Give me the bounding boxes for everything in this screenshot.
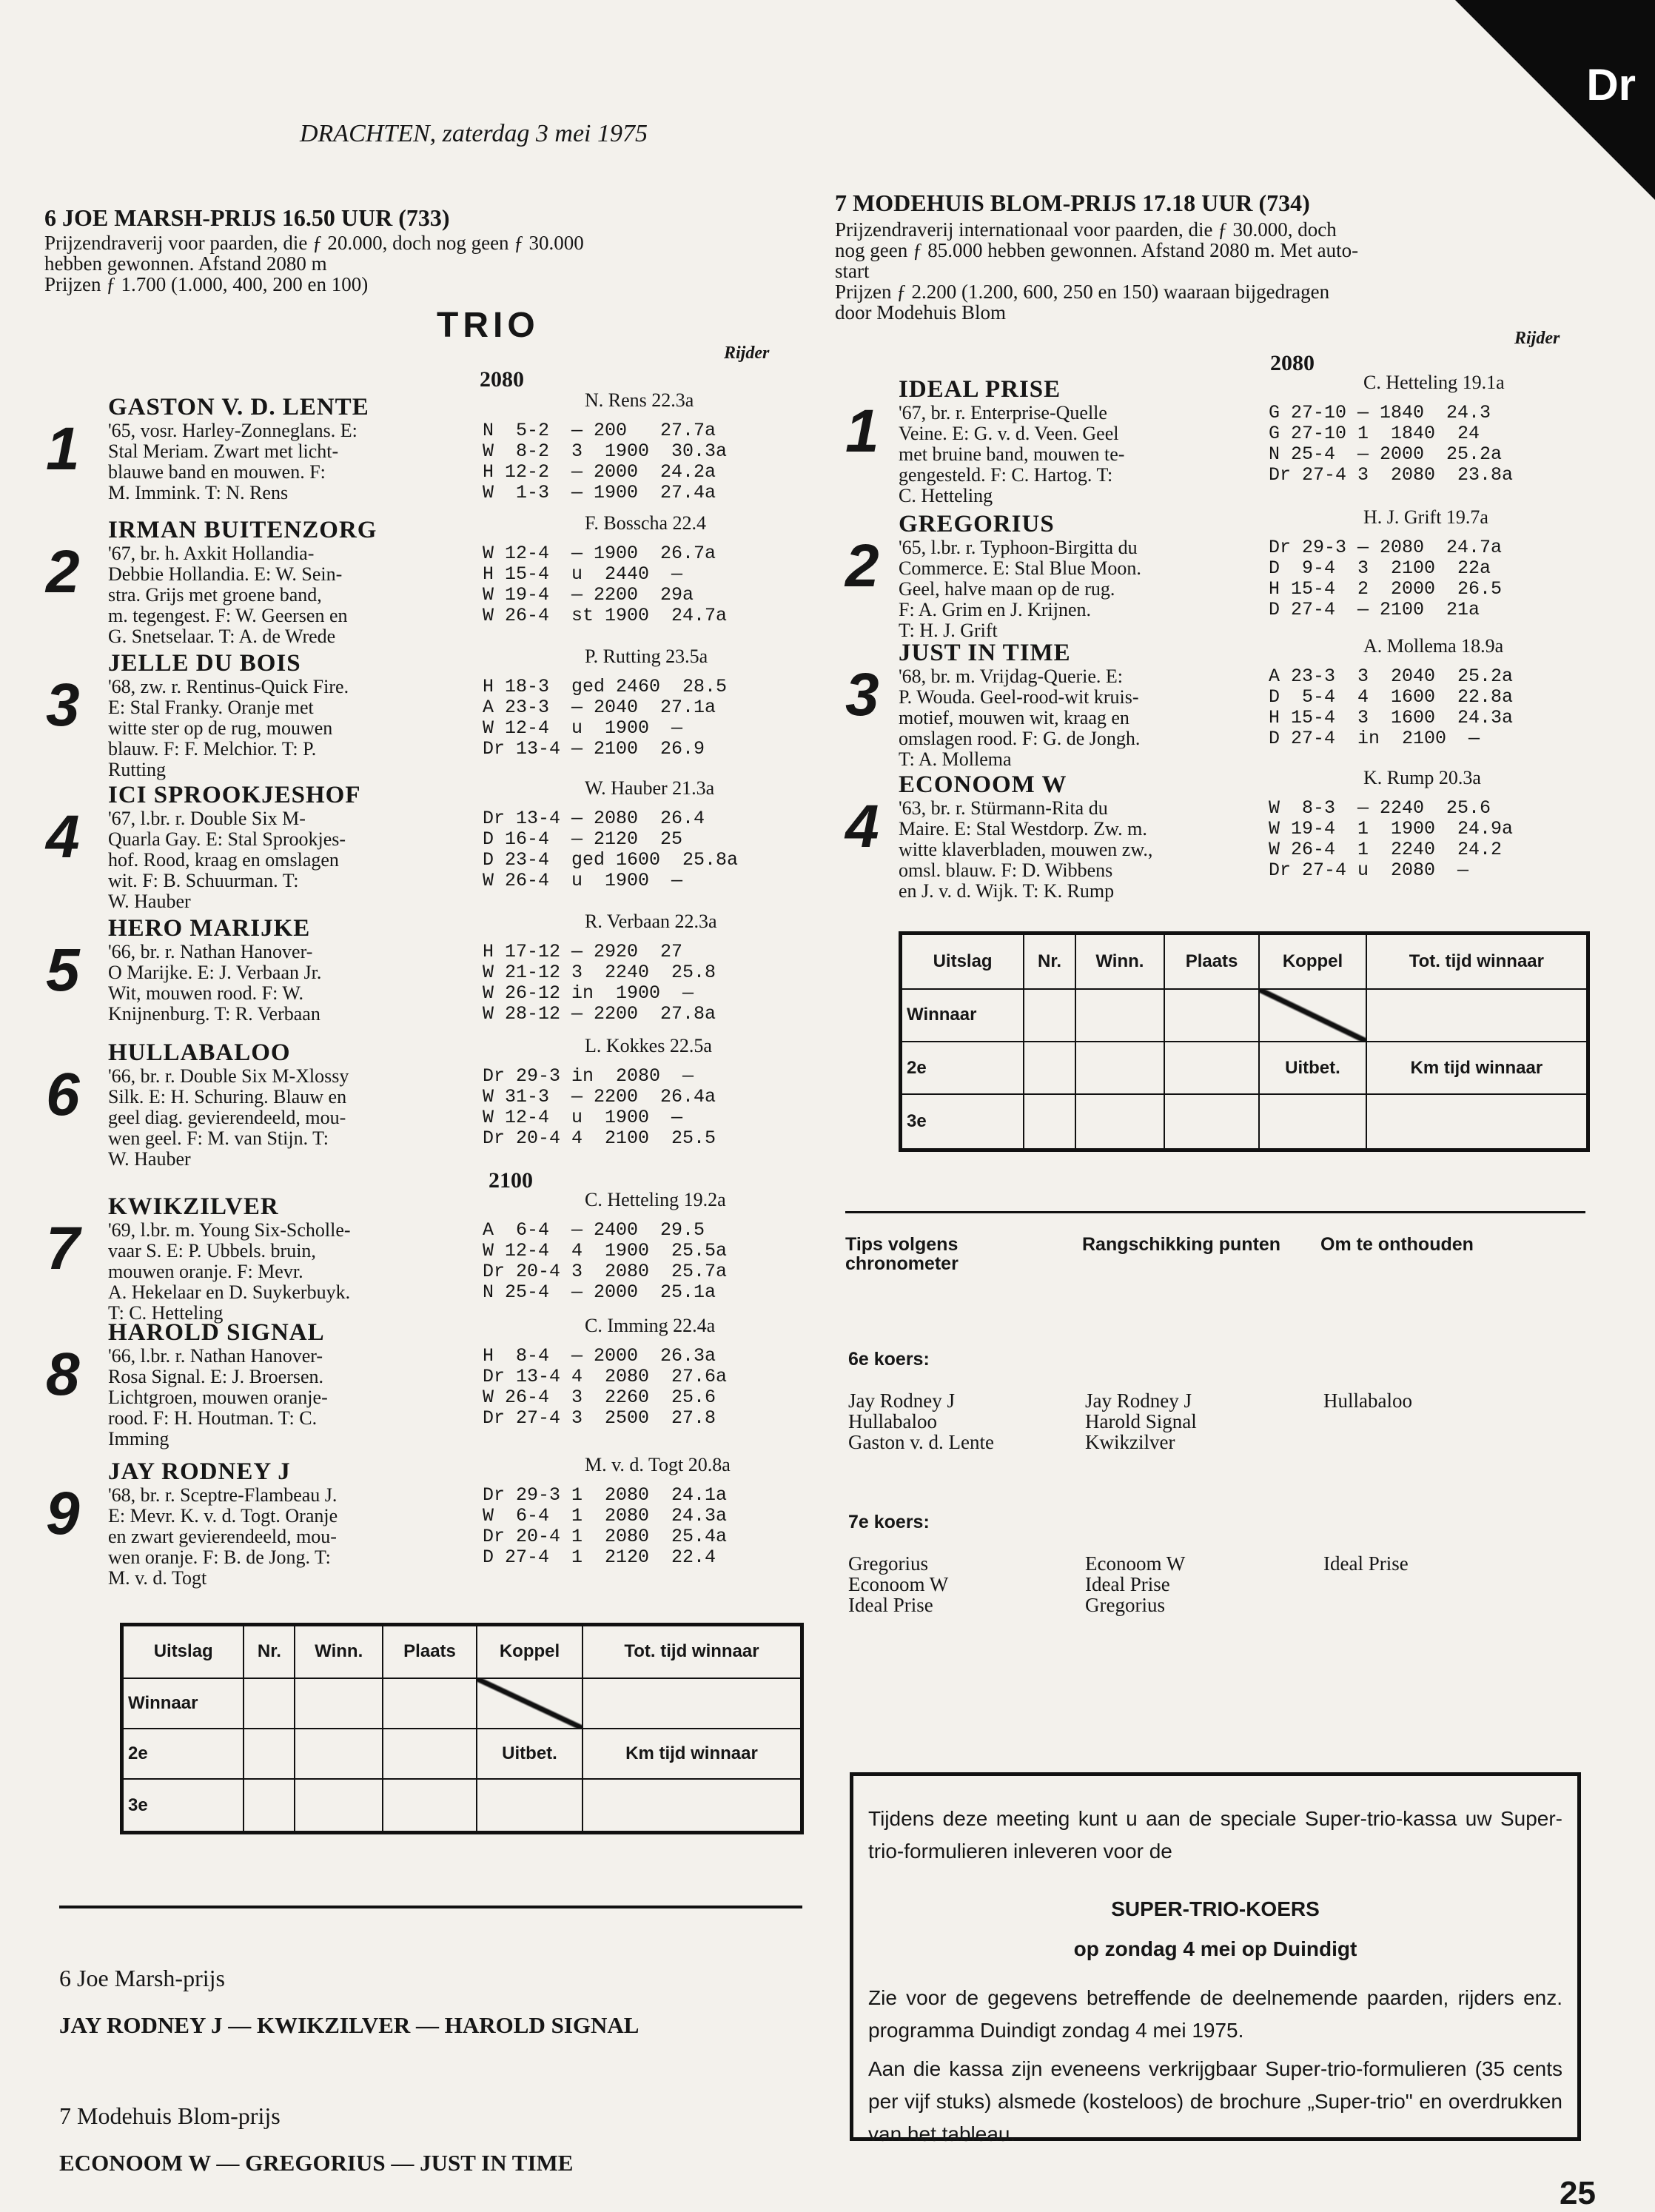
cell-tijd: [583, 1678, 802, 1729]
description-line: wit. F: B. Schuurman. T:: [108, 870, 299, 891]
tips-item: Kwikzilver: [1085, 1431, 1175, 1453]
cell-tijd: [583, 1779, 802, 1832]
horse-number: 5: [46, 936, 80, 1004]
description-line: W. Hauber: [108, 891, 191, 912]
cell-winn: [295, 1678, 383, 1729]
record-line: Dr 27-4 3 2080 23.8a: [1269, 464, 1514, 486]
record-line: Dr 20-4 4 2100 25.5: [483, 1127, 716, 1149]
race7-cond-line: door Modehuis Blom: [835, 301, 1007, 324]
horse-records: [1269, 537, 1502, 620]
horse-driver: A. Mollema 18.9a: [1363, 635, 1504, 657]
cell-km-tijd: Km tijd winnaar: [583, 1729, 802, 1779]
row-header: 2e: [122, 1729, 244, 1779]
horse-records: [1269, 798, 1513, 881]
description-line: '66, l.br. r. Nathan Hanover-: [108, 1345, 323, 1367]
tips-list: [1085, 1553, 1185, 1615]
description-line: '66, br. r. Double Six M-Xlossy: [108, 1065, 349, 1087]
tips-item: Ideal Prise: [1085, 1573, 1170, 1595]
horse-driver: W. Hauber 21.3a: [585, 777, 715, 799]
description-line: Quarla Gay. E: Stal Sprookjes-: [108, 828, 346, 850]
corner-tag: Dr: [1586, 60, 1636, 110]
description-line: vaar S. E: P. Ubbels. bruin,: [108, 1240, 316, 1261]
description-line: motief, mouwen wit, kraag en: [899, 707, 1129, 728]
race6-result-table: [120, 1623, 804, 1834]
super-trio-notice: [850, 1772, 1581, 2145]
description-line: wen geel. F: M. van Stijn. T:: [108, 1127, 329, 1149]
cell-nr: [1024, 989, 1075, 1042]
notice-intro: Tijdens deze meeting kunt u aan de speciale Super-trio-kassa uw Super-trio-formulieren inleveren voor de: [868, 1807, 1562, 1863]
record-line: W 21-12 3 2240 25.8: [483, 962, 716, 983]
tips-item: Hullabaloo: [1323, 1390, 1412, 1412]
horse-driver: C. Hetteling 19.2a: [585, 1189, 726, 1210]
horse-records: [483, 1066, 716, 1149]
record-line: Dr 27-4 u 2080 —: [1269, 859, 1469, 881]
record-line: A 6-4 — 2400 29.5: [483, 1219, 705, 1241]
horse-number: 6: [46, 1061, 80, 1128]
record-line: W 26-4 st 1900 24.7a: [483, 605, 728, 626]
record-line: W 31-3 — 2200 26.4a: [483, 1086, 716, 1107]
record-line: H 17-12 — 2920 27: [483, 941, 683, 962]
horse-driver: P. Rutting 23.5a: [585, 646, 708, 667]
race7-cond-line: Prijzen ƒ 2.200 (1.200, 600, 250 en 150) waaraan bijgedragen: [835, 281, 1330, 303]
description-line: Stal Meriam. Zwart met licht-: [108, 440, 339, 462]
table-row: [122, 1779, 802, 1832]
description-line: Knijnenburg. T: R. Verbaan: [108, 1003, 320, 1025]
cell-winn: [295, 1779, 383, 1832]
horse-description: [108, 1485, 478, 1589]
row-header: Winnaar: [901, 989, 1024, 1042]
horse-driver: M. v. d. Togt 20.8a: [585, 1454, 731, 1475]
tips-item: Jay Rodney J: [1085, 1390, 1192, 1412]
horse-description: [108, 677, 478, 780]
record-line: Dr 13-4 — 2080 26.4: [483, 808, 705, 829]
table-row: [122, 1729, 802, 1779]
description-line: en J. v. d. Wijk. T: K. Rump: [899, 880, 1115, 902]
tips-list: [1323, 1390, 1412, 1411]
horse-driver: H. J. Grift 19.7a: [1363, 506, 1488, 528]
record-line: W 12-4 u 1900 —: [483, 1107, 683, 1128]
record-line: W 19-4 1 1900 24.9a: [1269, 818, 1514, 839]
cell-plaats: [383, 1678, 477, 1729]
description-line: '67, br. r. Enterprise-Quelle: [899, 402, 1107, 423]
record-line: W 26-12 in 1900 —: [483, 982, 694, 1004]
record-line: Dr 29-3 1 2080 24.1a: [483, 1484, 728, 1506]
description-line: '65, l.br. r. Typhoon-Birgitta du: [899, 537, 1138, 558]
column-header: Uitslag: [122, 1625, 244, 1678]
cell-nr: [244, 1729, 295, 1779]
divider: [845, 1211, 1585, 1213]
record-line: N 25-4 — 2000 25.1a: [483, 1281, 716, 1303]
description-line: '67, l.br. r. Double Six M-: [108, 808, 306, 829]
horse-number: 7: [46, 1215, 80, 1282]
horse-records: [483, 677, 727, 760]
column-header: Plaats: [1164, 934, 1259, 989]
row-header: 3e: [901, 1094, 1024, 1150]
tips-list: [848, 1390, 994, 1452]
description-line: T: A. Mollema: [899, 748, 1012, 770]
record-line: H 15-4 u 2440 —: [483, 563, 683, 585]
horse-records: [483, 1220, 727, 1303]
horse-driver: N. Rens 22.3a: [585, 389, 694, 411]
description-line: T: C. Hetteling: [108, 1302, 224, 1324]
horse-name: JAY RODNEY J: [108, 1458, 291, 1485]
pick-race7-line: ECONOOM W — GREGORIUS — JUST IN TIME: [59, 2150, 574, 2176]
description-line: '63, br. r. Stürmann-Rita du: [899, 797, 1108, 819]
horse-number: 4: [46, 803, 80, 871]
record-line: W 8-3 — 2240 25.6: [1269, 797, 1491, 819]
description-line: Veine. E: G. v. d. Veen. Geel: [899, 423, 1119, 444]
race7-cond-line: nog geen ƒ 85.000 hebben gewonnen. Afstand 2080 m. Met auto-: [835, 239, 1359, 261]
tips-item: Gaston v. d. Lente: [848, 1431, 994, 1453]
column-header: Koppel: [477, 1625, 583, 1678]
record-line: W 12-4 u 1900 —: [483, 717, 683, 739]
description-line: A. Hekelaar en D. Suykerbuyk.: [108, 1281, 351, 1303]
race7-title: 7 MODEHUIS BLOM-PRIJS 17.18 UUR (734): [835, 190, 1310, 216]
horse-description: [108, 420, 478, 503]
record-line: Dr 20-4 1 2080 25.4a: [483, 1526, 728, 1547]
tips-item: Gregorius: [1085, 1594, 1165, 1616]
horse-driver: L. Kokkes 22.5a: [585, 1035, 712, 1056]
record-line: D 27-4 1 2120 22.4: [483, 1546, 716, 1568]
record-line: W 19-4 — 2200 29a: [483, 584, 694, 606]
race6-cond-line: Prijzendraverij voor paarden, die ƒ 20.000, doch nog geen ƒ 30.000: [44, 232, 584, 254]
description-line: '65, vosr. Harley-Zonneglans. E:: [108, 420, 357, 441]
record-line: A 23-3 — 2040 27.1a: [483, 697, 716, 718]
description-line: G. Snetselaar. T: A. de Wrede: [108, 626, 336, 647]
horse-name: HAROLD SIGNAL: [108, 1319, 325, 1346]
record-line: Dr 13-4 4 2080 27.6a: [483, 1366, 728, 1387]
horse-name: KWIKZILVER: [108, 1193, 279, 1220]
horse-description: [899, 403, 1269, 506]
description-line: T: H. J. Grift: [899, 620, 998, 641]
column-header: Winn.: [1075, 934, 1164, 989]
record-line: W 28-12 — 2200 27.8a: [483, 1003, 716, 1025]
cell-winn: [1075, 1042, 1164, 1094]
description-line: M. Immink. T: N. Rens: [108, 482, 289, 503]
record-line: D 27-4 in 2100 —: [1269, 728, 1480, 749]
cell-plaats: [383, 1779, 477, 1832]
description-line: '68, br. r. Sceptre-Flambeau J.: [108, 1484, 338, 1506]
page-number: 25: [1560, 2175, 1596, 2211]
horse-name: JELLE DU BOIS: [108, 650, 301, 677]
description-line: Maire. E: Stal Westdorp. Zw. m.: [899, 818, 1147, 839]
cell-winn: [1075, 1094, 1164, 1150]
horse-description: [899, 798, 1269, 902]
description-line: C. Hetteling: [899, 485, 993, 506]
cell-koppel: [477, 1779, 583, 1832]
tips-item: Jay Rodney J: [848, 1390, 955, 1412]
record-line: Dr 29-3 in 2080 —: [483, 1065, 694, 1087]
koers-label: 7e koers:: [848, 1512, 930, 1532]
table-header-row: [122, 1625, 802, 1678]
horse-description: [899, 666, 1269, 770]
record-line: Dr 27-4 3 2500 27.8: [483, 1407, 716, 1429]
record-line: H 18-3 ged 2460 28.5: [483, 676, 728, 697]
column-header: Tot. tijd winnaar: [583, 1625, 802, 1678]
description-line: Rosa Signal. E: J. Broersen.: [108, 1366, 324, 1387]
horse-number: 2: [845, 532, 879, 600]
horse-name: HERO MARIJKE: [108, 915, 311, 942]
column-header: Nr.: [244, 1625, 295, 1678]
tips-item: Harold Signal: [1085, 1410, 1197, 1432]
horse-description: [108, 942, 478, 1025]
koers-label: 6e koers:: [848, 1349, 930, 1370]
notice-headline: SUPER-TRIO-KOERS: [1111, 1897, 1320, 1920]
cell-tijd: [1366, 1094, 1588, 1150]
horse-number: 3: [46, 671, 80, 739]
horse-number: 9: [46, 1480, 80, 1547]
record-line: D 9-4 3 2100 22a: [1269, 557, 1491, 579]
race6-cond-line: hebben gewonnen. Afstand 2080 m: [44, 252, 327, 275]
tips-item: Ideal Prise: [848, 1594, 933, 1616]
race6-conditions: [44, 232, 799, 295]
description-line: '68, br. m. Vrijdag-Querie. E:: [899, 666, 1124, 687]
horse-records: [483, 808, 738, 891]
record-line: N 5-2 — 200 27.7a: [483, 420, 716, 441]
table-header-row: [901, 934, 1588, 989]
tips-item: Ideal Prise: [1323, 1552, 1409, 1575]
cell-uitbet: Uitbet.: [477, 1729, 583, 1779]
description-line: W. Hauber: [108, 1148, 191, 1170]
notice-p2: Aan die kassa zijn eveneens verkrijgbaar Super-trio-formulieren (35 cents per vijf stuks) alsmede (kosteloos) de brochure „Super-trio" en overdrukken van het tableau.: [868, 2057, 1562, 2145]
cell-koppel: [477, 1678, 583, 1729]
column-header: Tot. tijd winnaar: [1366, 934, 1588, 989]
description-line: Imming: [108, 1428, 169, 1449]
record-line: Dr 13-4 — 2100 26.9: [483, 738, 705, 760]
description-line: Geel, halve maan op de rug.: [899, 578, 1115, 600]
tips-list: [1323, 1553, 1409, 1574]
horse-number: 8: [46, 1341, 80, 1408]
tips-column-header: Rangschikking punten: [1082, 1234, 1281, 1255]
description-line: '66, br. r. Nathan Hanover-: [108, 941, 313, 962]
cell-plaats: [383, 1729, 477, 1779]
pick-race7-title: 7 Modehuis Blom-prijs: [59, 2102, 281, 2129]
description-line: E: Stal Franky. Oranje met: [108, 697, 314, 718]
horse-description: [108, 1066, 478, 1170]
row-header: 2e: [901, 1042, 1024, 1094]
record-line: W 26-4 u 1900 —: [483, 870, 683, 891]
page-header: DRACHTEN, zaterdag 3 mei 1975: [299, 120, 648, 147]
record-line: D 16-4 — 2120 25: [483, 828, 683, 850]
race7-cond-line: start: [835, 260, 870, 282]
cell-koppel: [1259, 989, 1366, 1042]
description-line: hof. Rood, kraag en omslagen: [108, 849, 339, 871]
record-line: G 27-10 1 1840 24: [1269, 423, 1480, 444]
description-line: blauw. F: F. Melchior. T: P.: [108, 738, 317, 760]
cell-km-tijd: Km tijd winnaar: [1366, 1042, 1588, 1094]
column-header: Plaats: [383, 1625, 477, 1678]
horse-records: [483, 1346, 727, 1429]
tips-item: Hullabaloo: [848, 1410, 937, 1432]
divider: [59, 1906, 802, 1908]
cell-plaats: [1164, 989, 1259, 1042]
cell-tijd: [1366, 989, 1588, 1042]
description-line: M. v. d. Togt: [108, 1567, 207, 1589]
record-line: H 15-4 3 1600 24.3a: [1269, 707, 1514, 728]
description-line: Wit, mouwen rood. F: W.: [108, 982, 304, 1004]
horse-records: [1269, 403, 1513, 486]
horse-name: ICI SPROOKJESHOF: [108, 782, 361, 808]
race7-result-table: [899, 931, 1590, 1152]
record-line: D 27-4 — 2100 21a: [1269, 599, 1480, 620]
horse-number: 3: [845, 661, 879, 728]
row-header: 3e: [122, 1779, 244, 1832]
cell-nr: [244, 1678, 295, 1729]
horse-driver: K. Rump 20.3a: [1363, 767, 1481, 788]
record-line: W 1-3 — 1900 27.4a: [483, 482, 716, 503]
rijder-label: Rijder: [724, 343, 770, 363]
description-line: geel diag. gevierendeeld, mou-: [108, 1107, 346, 1128]
pick-race6-title: 6 Joe Marsh-prijs: [59, 1965, 225, 1991]
horse-number: 1: [46, 415, 80, 483]
column-header: Uitslag: [901, 934, 1024, 989]
cell-nr: [1024, 1094, 1075, 1150]
horse-number: 2: [46, 538, 80, 606]
cell-nr: [244, 1779, 295, 1832]
description-line: O Marijke. E: J. Verbaan Jr.: [108, 962, 322, 983]
description-line: '67, br. h. Axkit Hollandia-: [108, 543, 315, 564]
horse-description: [108, 808, 478, 912]
description-line: blauwe band en mouwen. F:: [108, 461, 326, 483]
cell-nr: [1024, 1042, 1075, 1094]
record-line: Dr 20-4 3 2080 25.7a: [483, 1261, 728, 1282]
table-row: [122, 1678, 802, 1729]
horse-name: IDEAL PRISE: [899, 376, 1061, 403]
horse-name: ECONOOM W: [899, 771, 1067, 798]
record-line: N 25-4 — 2000 25.2a: [1269, 443, 1503, 465]
record-line: W 26-4 3 2260 25.6: [483, 1387, 716, 1408]
distance-label: 2100: [489, 1168, 533, 1193]
horse-name: GASTON V. D. LENTE: [108, 394, 369, 420]
pick-race6-line: JAY RODNEY J — KWIKZILVER — HAROLD SIGNAL: [59, 2012, 639, 2038]
description-line: wen oranje. F: B. de Jong. T:: [108, 1546, 331, 1568]
record-line: D 23-4 ged 1600 25.8a: [483, 849, 739, 871]
tips-column-header: Tips volgens chronometer: [845, 1234, 959, 1274]
description-line: Commerce. E: Stal Blue Moon.: [899, 557, 1141, 579]
race6-cond-line: Prijzen ƒ 1.700 (1.000, 400, 200 en 100): [44, 273, 369, 295]
horse-driver: R. Verbaan 22.3a: [585, 911, 717, 932]
description-line: E: Mevr. K. v. d. Togt. Oranje: [108, 1505, 338, 1526]
horse-number: 1: [845, 398, 879, 465]
cell-winn: [1075, 989, 1164, 1042]
column-header: Nr.: [1024, 934, 1075, 989]
record-line: D 5-4 4 1600 22.8a: [1269, 686, 1514, 708]
description-line: Lichtgroen, mouwen oranje-: [108, 1387, 328, 1408]
record-line: A 23-3 3 2040 25.2a: [1269, 666, 1514, 687]
description-line: omslagen rood. F: G. de Jongh.: [899, 728, 1141, 749]
row-header: Winnaar: [122, 1678, 244, 1729]
record-line: W 12-4 — 1900 26.7a: [483, 543, 716, 564]
race7-conditions: [835, 219, 1582, 323]
horse-records: [483, 543, 727, 626]
table-row: [901, 1094, 1588, 1150]
record-line: H 12-2 — 2000 24.2a: [483, 461, 716, 483]
record-line: W 12-4 4 1900 25.5a: [483, 1240, 728, 1261]
horse-number: 4: [845, 793, 879, 860]
horse-name: GREGORIUS: [899, 511, 1055, 537]
horse-driver: C. Imming 22.4a: [585, 1315, 716, 1336]
description-line: '69, l.br. m. Young Six-Scholle-: [108, 1219, 351, 1241]
trio-label: TRIO: [437, 306, 540, 345]
notice-sub: op zondag 4 mei op Duindigt: [1073, 1937, 1357, 1960]
distance-label: 2080: [1270, 351, 1315, 375]
description-line: witte klaverbladen, mouwen zw.,: [899, 839, 1153, 860]
horse-description: [108, 1346, 478, 1449]
description-line: met bruine band, mouwen te-: [899, 443, 1125, 465]
table-row: [901, 1042, 1588, 1094]
record-line: W 26-4 1 2240 24.2: [1269, 839, 1503, 860]
description-line: Silk. E: H. Schuring. Blauw en: [108, 1086, 347, 1107]
table-row: [901, 989, 1588, 1042]
record-line: Dr 29-3 — 2080 24.7a: [1269, 537, 1503, 558]
record-line: H 15-4 2 2000 26.5: [1269, 578, 1503, 600]
record-line: H 8-4 — 2000 26.3a: [483, 1345, 716, 1367]
horse-records: [1269, 666, 1513, 749]
tips-column-header: Om te onthouden: [1320, 1234, 1474, 1255]
rijder-label: Rijder: [1514, 329, 1560, 348]
description-line: m. tegengest. F: W. Geersen en: [108, 605, 348, 626]
cell-winn: [295, 1729, 383, 1779]
notice-p1: Zie voor de gegevens betreffende de deelnemende paarden, rijders enz. programma Duindigt zondag 4 mei 1975.: [868, 1986, 1562, 2042]
horse-name: JUST IN TIME: [899, 640, 1071, 666]
horse-description: [108, 543, 478, 647]
distance-label: 2080: [480, 367, 524, 392]
horse-name: HULLABALOO: [108, 1039, 291, 1066]
description-line: gengesteld. F: C. Hartog. T:: [899, 464, 1113, 486]
tips-list: [1085, 1390, 1197, 1452]
description-line: P. Wouda. Geel-rood-wit kruis-: [899, 686, 1139, 708]
race6-title: 6 JOE MARSH-PRIJS 16.50 UUR (733): [44, 204, 450, 231]
horse-records: [483, 420, 727, 503]
tips-list: [848, 1553, 948, 1615]
horse-records: [483, 942, 716, 1025]
tips-item: Econoom W: [1085, 1552, 1186, 1575]
horse-driver: C. Hetteling 19.1a: [1363, 372, 1505, 393]
cell-uitbet: Uitbet.: [1259, 1042, 1366, 1094]
horse-description: [899, 537, 1269, 641]
description-line: omsl. blauw. F: D. Wibbens: [899, 859, 1113, 881]
description-line: stra. Grijs met groene band,: [108, 584, 322, 606]
column-header: Koppel: [1259, 934, 1366, 989]
cell-plaats: [1164, 1042, 1259, 1094]
race7-cond-line: Prijzendraverij internationaal voor paarden, die ƒ 30.000, doch: [835, 218, 1337, 241]
description-line: mouwen oranje. F: Mevr.: [108, 1261, 303, 1282]
record-line: G 27-10 — 1840 24.3: [1269, 402, 1491, 423]
description-line: rood. F: H. Houtman. T: C.: [108, 1407, 318, 1429]
record-line: W 8-2 3 1900 30.3a: [483, 440, 728, 462]
description-line: Rutting: [108, 759, 167, 780]
cell-plaats: [1164, 1094, 1259, 1150]
horse-driver: F. Bosscha 22.4: [585, 512, 707, 534]
description-line: Debbie Hollandia. E: W. Sein-: [108, 563, 343, 585]
cell-koppel: [1259, 1094, 1366, 1150]
horse-records: [483, 1485, 727, 1568]
description-line: F: A. Grim en J. Krijnen.: [899, 599, 1091, 620]
description-line: '68, zw. r. Rentinus-Quick Fire.: [108, 676, 349, 697]
description-line: en zwart gevierendeeld, mou-: [108, 1526, 337, 1547]
horse-name: IRMAN BUITENZORG: [108, 517, 377, 543]
tips-item: Econoom W: [848, 1573, 949, 1595]
description-line: witte ster op de rug, mouwen: [108, 717, 333, 739]
record-line: W 6-4 1 2080 24.3a: [483, 1505, 728, 1526]
horse-description: [108, 1220, 478, 1324]
tips-item: Gregorius: [848, 1552, 928, 1575]
column-header: Winn.: [295, 1625, 383, 1678]
